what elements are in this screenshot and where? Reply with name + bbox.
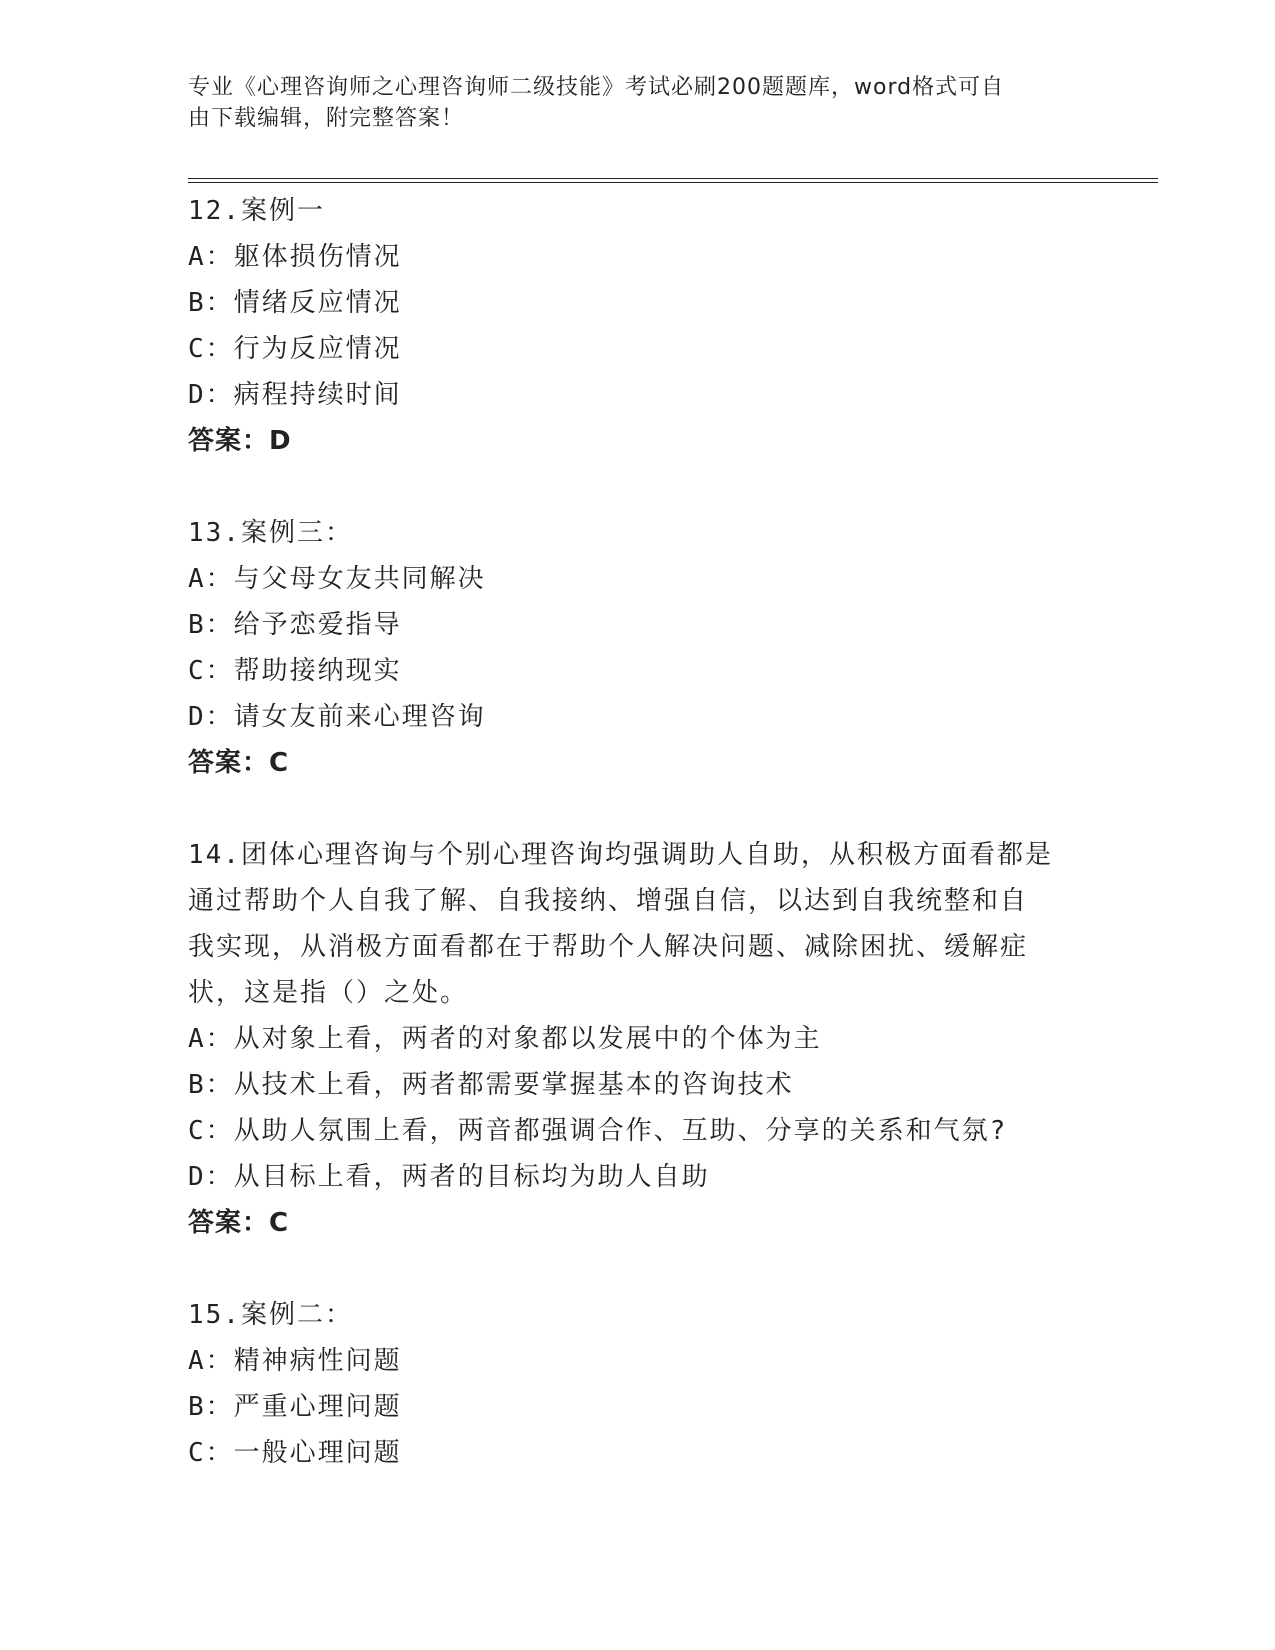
option-b: B：从技术上看，两者都需要掌握基本的咨询技术 [188, 1070, 794, 1100]
answer-label: 答案：C [188, 1208, 290, 1238]
question-stem: 15.案例二： [188, 1300, 353, 1330]
option-c: C：行为反应情况 [188, 334, 402, 364]
option-a: A：精神病性问题 [188, 1346, 402, 1376]
option-d: D：请女友前来心理咨询 [188, 702, 486, 732]
option-c: C：一般心理问题 [188, 1438, 402, 1468]
question-14 [188, 832, 1108, 1246]
question-list [188, 188, 1108, 1476]
question-stem: 12.案例一 [188, 196, 325, 226]
question-12 [188, 188, 1108, 464]
question-stem-line-1: 14.团体心理咨询与个别心理咨询均强调助人自助，从积极方面看都是 [188, 840, 1053, 870]
answer-label: 答案：D [188, 426, 292, 456]
option-a: A：躯体损伤情况 [188, 242, 402, 272]
option-d: D：病程持续时间 [188, 380, 402, 410]
option-b: B：情绪反应情况 [188, 288, 402, 318]
question-stem-line-4: 状，这是指（）之处。 [188, 978, 469, 1008]
question-stem-line-2: 通过帮助个人自我了解、自我接纳、增强自信，以达到自我统整和自 [188, 886, 1029, 916]
option-c: C：帮助接纳现实 [188, 656, 402, 686]
option-a: A：与父母女友共同解决 [188, 564, 486, 594]
question-15 [188, 1292, 1108, 1476]
option-c: C：从助人氛围上看，两音都强调合作、互助、分享的关系和气氛? [188, 1116, 1008, 1146]
question-stem-line-3: 我实现，从消极方面看都在于帮助个人解决问题、减除困扰、缓解症 [188, 932, 1029, 962]
option-a: A：从对象上看，两者的对象都以发展中的个体为主 [188, 1024, 822, 1054]
option-b: B：给予恋爱指导 [188, 610, 402, 640]
option-d: D：从目标上看，两者的目标均为助人自助 [188, 1162, 710, 1192]
question-13 [188, 510, 1108, 786]
option-b: B：严重心理问题 [188, 1392, 402, 1422]
header-divider [188, 178, 1158, 183]
header-line-2: 由下载编辑，附完整答案！ [188, 106, 465, 131]
question-stem: 13.案例三： [188, 518, 353, 548]
document-header [188, 72, 1068, 134]
answer-label: 答案：C [188, 748, 290, 778]
header-line-1: 专业《心理咨询师之心理咨询师二级技能》考试必刷200题题库，word格式可自 [188, 75, 1005, 100]
